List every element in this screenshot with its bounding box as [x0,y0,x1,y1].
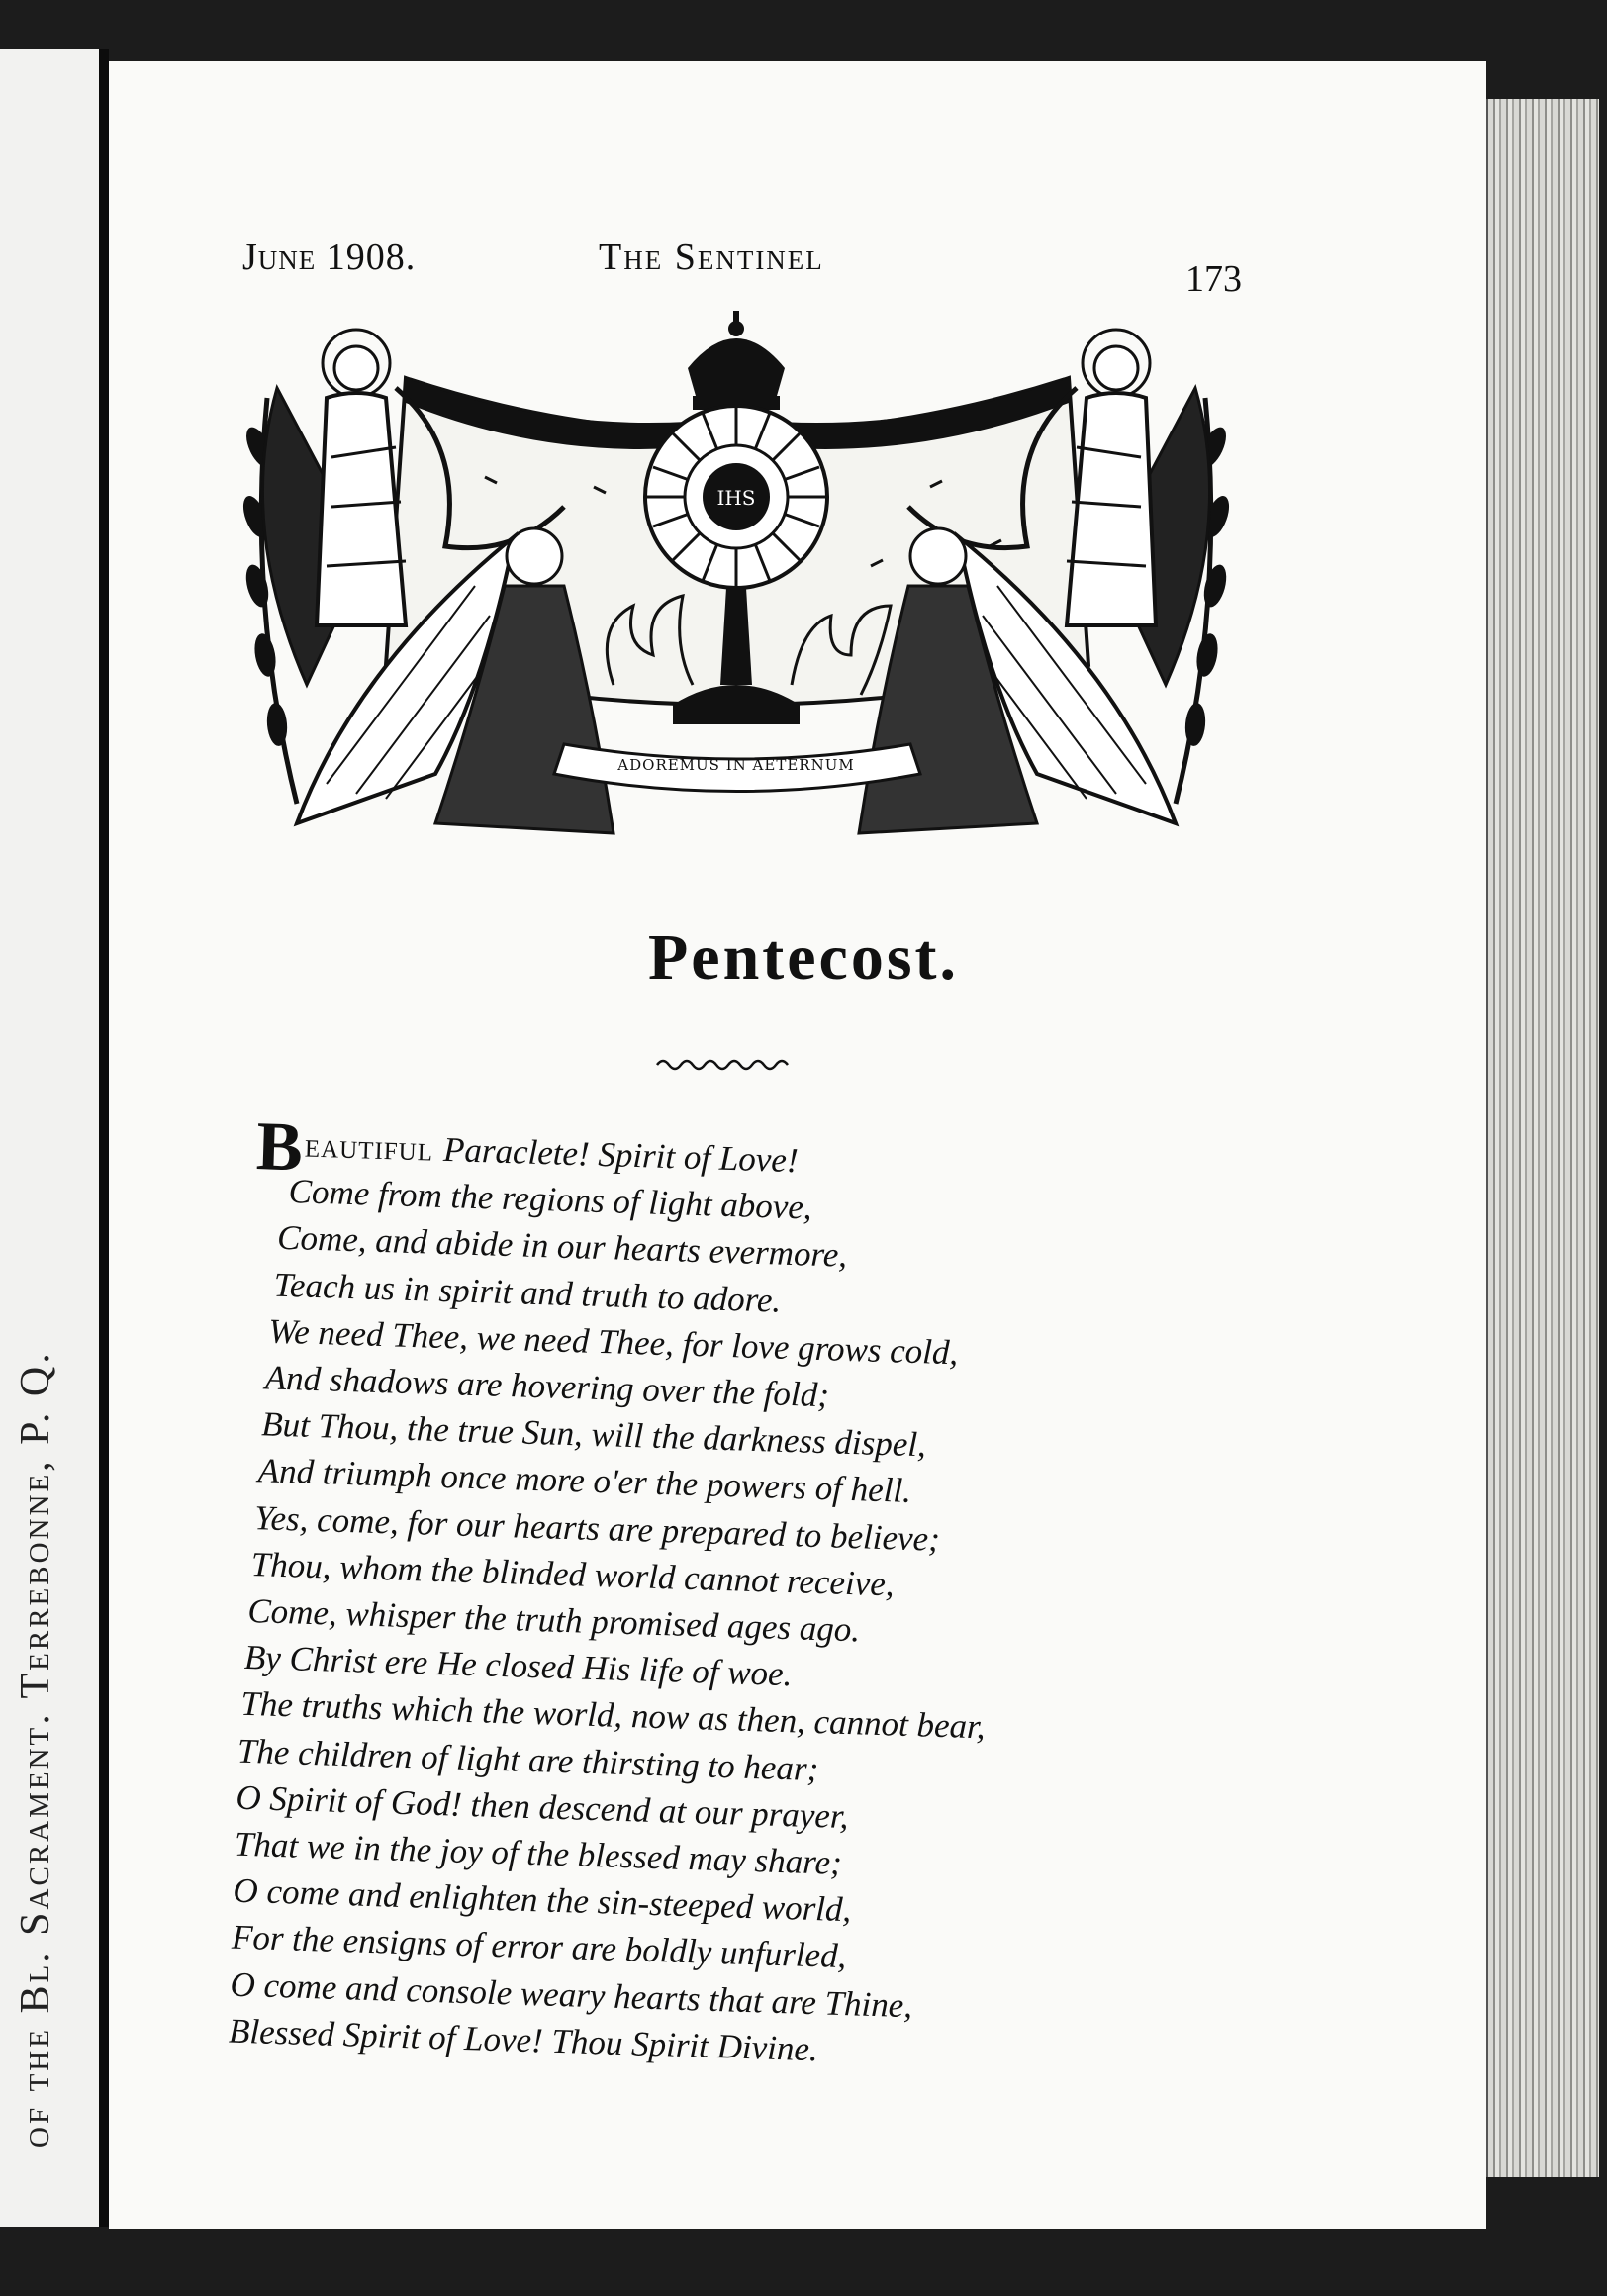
crown-icon [688,311,785,410]
poem-line: We need Thee, we need Thee, for love grows cold, [267,1311,959,1373]
running-header [242,230,1242,300]
poem-line: But Thou, the true Sun, will the darkness dispel, [260,1404,927,1465]
angel-standing-right-icon [1067,330,1210,685]
left-page-edge [0,49,99,2227]
poem-line: The truths which the world, now as then, cannot bear, [239,1684,987,1747]
poem-line: And triumph once more o'er the powers of hell. [257,1451,912,1511]
poem-first-word: eautiful [304,1125,434,1169]
poem-body [228,1108,1246,2085]
poem-line: Teach us in spirit and truth to adore. [273,1265,782,1320]
monstrance-monogram: IHS [716,486,756,510]
left-page-running-head: of the Bl. Sacrament. Terrebonne, P. Q. [13,1350,58,2148]
poem-line: Thou, whom the blinded world cannot receive, [250,1544,896,1604]
poem-line: Blessed Spirit of Love! Thou Spirit Divine. [228,2011,819,2069]
poem-line: Yes, come, for our hearts are prepared to believe; [253,1497,941,1559]
poem-title: Pentecost. [647,921,960,994]
poem-line: That we in the joy of the blessed may share; [234,1824,843,1882]
poem-line: O Spirit of God! then descend at our prayer, [235,1777,850,1836]
poem-line: Come from the regions of light above, [288,1172,813,1227]
header-title: The Sentinel [599,237,824,278]
poem-line: For the ensigns of error are boldly unfurled, [231,1918,847,1976]
poem-line: O come and enlighten the sin-steeped world, [232,1870,852,1930]
poem-line: Come, and abide in our hearts evermore, [276,1218,848,1276]
wavy-divider-icon [655,1053,792,1075]
banner-ribbon-text: ADOREMUS IN AETERNUM [617,756,855,774]
angel-standing-left-icon [262,330,406,685]
drop-cap: B [254,1108,305,1187]
header-date: June 1908. [242,237,417,278]
book-gutter [99,49,109,2227]
banner-ribbon-icon [554,744,920,792]
poem-line: O come and console weary hearts that are Thine, [229,1964,913,2025]
poem-line: By Christ ere He closed His life of woe. [243,1638,794,1694]
poem-line: The children of light are thirsting to hear; [236,1731,819,1788]
page-number: 173 [1185,258,1242,300]
poem-line: And shadows are hovering over the fold; [264,1358,830,1415]
poem-first-line-rest: Paraclete! Spirit of Love! [442,1129,800,1181]
poem-line: Come, whisper the truth promised ages ago. [246,1590,861,1650]
headpiece-illustration [237,309,1235,863]
page-edges [1486,99,1599,2177]
